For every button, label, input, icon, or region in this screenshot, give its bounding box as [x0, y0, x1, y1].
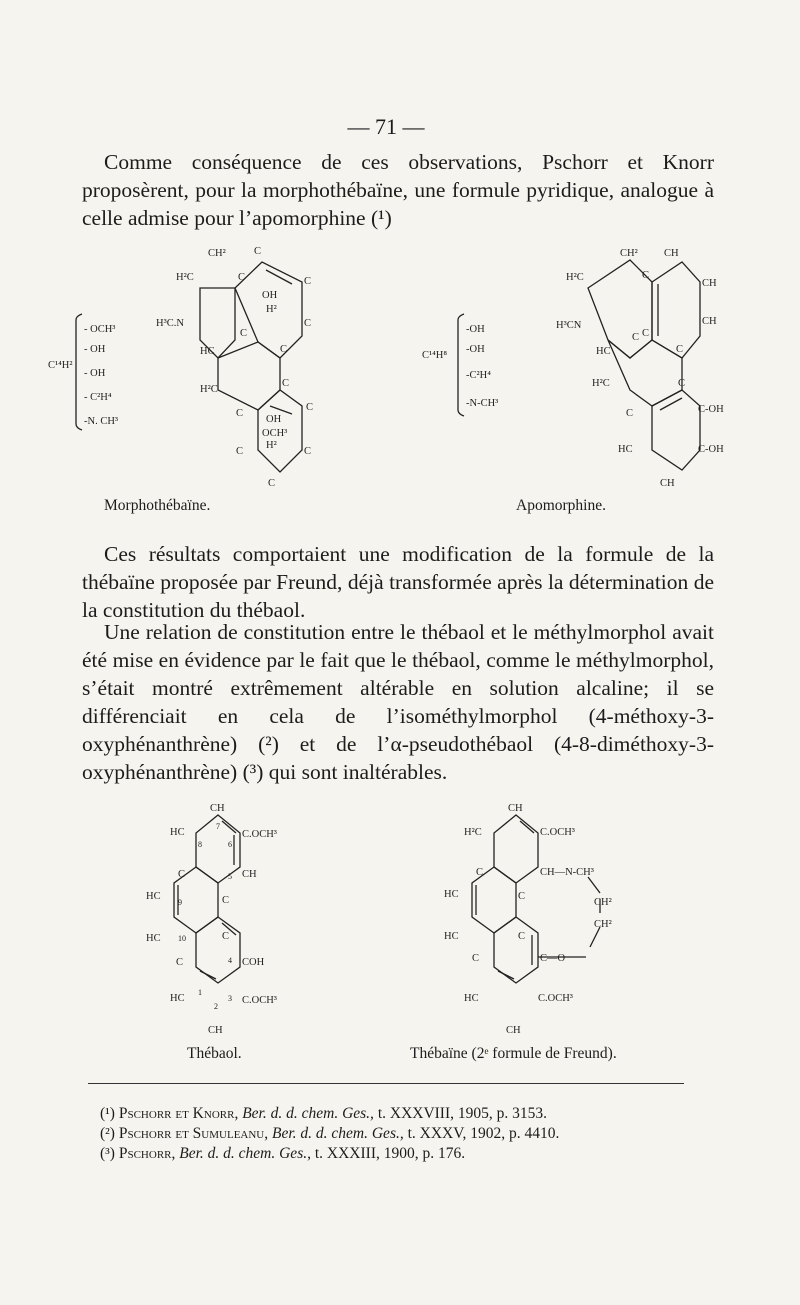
structure-label: CH² [594, 919, 612, 930]
structure-label: C.OCH³ [242, 995, 277, 1006]
bracket-formula: C¹⁴H² [48, 360, 73, 371]
structure-label: C [304, 276, 312, 287]
structure-label: C [238, 272, 246, 283]
structure-label: C [476, 867, 484, 878]
structure-label: CH—N-CH³ [540, 867, 594, 878]
structure-label: H² [266, 304, 277, 315]
structure-label: C [176, 957, 184, 968]
structure-label: C [240, 328, 248, 339]
structure-label: 3 [228, 994, 232, 1003]
structure-label: C.OCH³ [540, 827, 575, 838]
structure-label: C—O [540, 953, 566, 964]
figure-thebaine [420, 795, 680, 1045]
structure-label: CH² [594, 897, 612, 908]
structure-label: H³C.N [156, 318, 184, 329]
structure-label: C-OH [698, 404, 724, 415]
structure-label: CH [242, 869, 257, 880]
footnote-2: (²) Pschorr et Sumuleanu, Ber. d. d. chem. Ges., t. XXXV, 1902, p. 4410. [100, 1125, 560, 1142]
structure-label: C [678, 378, 686, 389]
structure-label: HC [596, 346, 611, 357]
structure-label: CH [208, 1025, 223, 1036]
structure-label: C.OCH³ [538, 993, 573, 1004]
structure-label: - OH [84, 344, 106, 355]
structure-label: -N-CH³ [466, 398, 499, 409]
structure-label: HC [170, 827, 185, 838]
structure-label: 9 [178, 898, 182, 907]
paragraph-3: Une relation de constitution entre le thébaol et le méthylmorphol avait été mise en évidence par le fait que le thébaol, comme le méthylmorphol, s’était montré extrêmement altérable en solution alcaline; il se différenciait en cela de l’isométhylmorphol (4-méthoxy-3-oxyphénanthrène) (²) et de l’α-pseudothébaol (4-8-diméthoxy-3-oxyphénanthrène) (³) qui sont inaltérables. [82, 620, 714, 784]
structure-label: CH² [208, 248, 226, 259]
structure-label: C [304, 446, 312, 457]
structure-label: C [268, 478, 276, 489]
structure-label: CH [664, 248, 679, 259]
structure-label: C [236, 446, 244, 457]
structure-label: CH² [620, 248, 638, 259]
caption-apomorphine: Apomorphine. [516, 497, 606, 514]
structure-label: - C²H⁴ [84, 392, 112, 403]
structure-label: 7 [216, 822, 220, 831]
structure-label: C [518, 931, 526, 942]
structure-label: C [642, 328, 650, 339]
structure-label: 1 [198, 988, 202, 997]
structure-label: HC [146, 933, 161, 944]
structure-label: HC [146, 891, 161, 902]
structure-label: HC [170, 993, 185, 1004]
caption-thebaol: Thébaol. [187, 1045, 242, 1062]
structure-label: C [304, 318, 312, 329]
structure-label: C [222, 931, 230, 942]
structure-label: CH [506, 1025, 521, 1036]
structure-label: H³CN [556, 320, 582, 331]
structure-label: CH [702, 316, 717, 327]
structure-label: CH [702, 278, 717, 289]
footnote-1: (¹) Pschorr et Knorr, Ber. d. d. chem. Ges., t. XXXVIII, 1905, p. 3153. [100, 1105, 548, 1122]
structure-label: H²C [566, 272, 584, 283]
structure-label: HC [464, 993, 479, 1004]
structure-label: HC [444, 889, 459, 900]
structure-label: H²C [200, 384, 218, 395]
structure-label: CH [508, 803, 523, 814]
structure-label: 2 [214, 1002, 218, 1011]
structure-label: H²C [176, 272, 194, 283]
structure-label: COH [242, 957, 265, 968]
structure-label: C [254, 246, 262, 257]
structure-label: C [236, 408, 244, 419]
structure-label: OH [266, 414, 282, 425]
structure-label: 8 [198, 840, 202, 849]
structure-label: C [280, 344, 288, 355]
structure-label: C [632, 332, 640, 343]
structure-label: C [676, 344, 684, 355]
caption-thebaine: Thébaïne (2ᵉ formule de Freund). [410, 1045, 617, 1062]
paragraph-1: Comme conséquence de ces observations, Pschorr et Knorr proposèrent, pour la morphothébaïne, une formule pyridique, analogue à celle admise pour l’apomorphine (¹) [82, 150, 714, 230]
structure-label: -OH [466, 344, 485, 355]
structure-label: -OH [466, 324, 485, 335]
structure-label: C [518, 891, 526, 902]
structure-label: - OH [84, 368, 106, 379]
structure-label: C [178, 869, 186, 880]
structure-label: 6 [228, 840, 232, 849]
footnote-3: (³) Pschorr, Ber. d. d. chem. Ges., t. XXXIII, 1900, p. 176. [100, 1145, 466, 1162]
structure-label: OCH³ [262, 428, 288, 439]
structure-label: 10 [178, 934, 186, 943]
structure-label: -N. CH³ [84, 416, 119, 427]
structure-label: C-OH [698, 444, 724, 455]
caption-morphothebaine: Morphothébaïne. [104, 497, 211, 514]
structure-label: H²C [592, 378, 610, 389]
figure-apomorphine [420, 240, 750, 500]
figure-thebaol [130, 795, 350, 1045]
structure-label: C [642, 270, 650, 281]
structure-label: HC [444, 931, 459, 942]
page-number: — 71 — [347, 114, 425, 139]
structure-label: HC [200, 346, 215, 357]
structure-label: C [222, 895, 230, 906]
structure-label: - OCH³ [84, 324, 116, 335]
structure-label: C [306, 402, 314, 413]
structure-label: C.OCH³ [242, 829, 277, 840]
structure-label: 4 [228, 956, 232, 965]
footnotes [100, 1104, 700, 1164]
structure-label: C [282, 378, 290, 389]
bracket-formula: C¹⁴H⁸ [422, 350, 448, 361]
structure-label: OH [262, 290, 278, 301]
structure-label: C [472, 953, 480, 964]
structure-label: -C²H⁴ [466, 370, 491, 381]
structure-label: 5 [228, 872, 232, 881]
structure-label: H² [266, 440, 277, 451]
structure-label: HC [618, 444, 633, 455]
structure-label: CH [660, 478, 675, 489]
structure-label: H²C [464, 827, 482, 838]
footnote-rule [88, 1083, 684, 1084]
structure-label: CH [210, 803, 225, 814]
figure-morphothebaine [40, 240, 370, 500]
paragraph-2: Ces résultats comportaient une modification de la formule de la thébaïne proposée par Freund, déjà transformée après la détermination de la constitution du thébaol. [82, 542, 714, 622]
structure-label: C [626, 408, 634, 419]
